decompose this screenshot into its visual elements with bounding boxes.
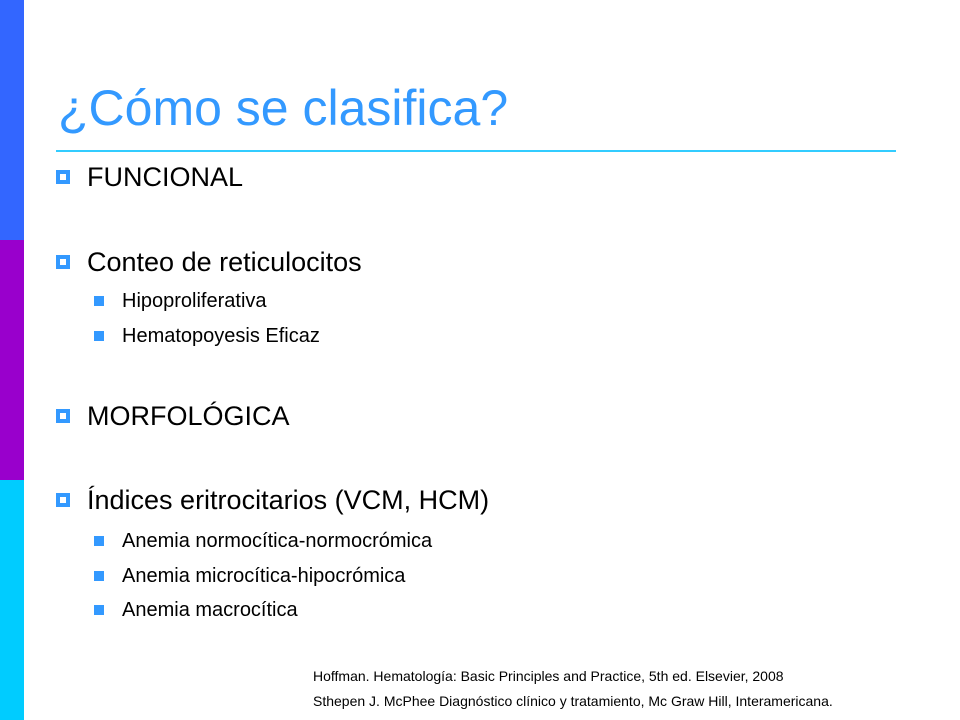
bullet-item-funcional xyxy=(56,160,243,194)
bullet-item-morfologica xyxy=(56,399,290,433)
sub-bullet-item-hipoproliferativa xyxy=(94,288,267,314)
bullet-text: MORFOLÓGICA xyxy=(87,400,290,431)
slide-title: ¿Cómo se clasifica? xyxy=(58,80,509,136)
sub-bullet-text: Anemia microcítica-hipocrómica xyxy=(122,564,406,587)
sub-bullet-text: Hipoproliferativa xyxy=(122,289,267,312)
filled-square-bullet-icon xyxy=(94,605,104,615)
hollow-square-bullet-icon xyxy=(56,255,70,269)
sub-bullet-item-microcitica xyxy=(94,563,405,589)
bullet-item-indices xyxy=(56,483,489,517)
filled-square-bullet-icon xyxy=(94,296,104,306)
hollow-square-bullet-icon xyxy=(56,170,70,184)
sub-bullet-item-macrocitica xyxy=(94,597,298,623)
sub-bullet-item-normocitica xyxy=(94,528,432,554)
sub-bullet-item-hematopoyesis xyxy=(94,323,320,349)
sub-bullet-text: Hematopoyesis Eficaz xyxy=(122,324,320,347)
reference-hoffman: Hoffman. Hematología: Basic Principles and Practice, 5th ed. Elsevier, 2008 xyxy=(313,668,784,684)
filled-square-bullet-icon xyxy=(94,331,104,341)
side-bar-purple xyxy=(0,240,24,480)
bullet-text: Conteo de reticulocitos xyxy=(87,246,362,277)
sub-bullet-text: Anemia macrocítica xyxy=(122,598,298,621)
reference-mcphee: Sthepen J. McPhee Diagnóstico clínico y tratamiento, Mc Graw Hill, Interamericana. xyxy=(313,693,833,709)
bullet-text: Índices eritrocitarios (VCM, HCM) xyxy=(87,484,490,515)
side-bar-blue xyxy=(0,0,24,240)
hollow-square-bullet-icon xyxy=(56,409,70,423)
side-bar-cyan xyxy=(0,480,24,720)
hollow-square-bullet-icon xyxy=(56,493,70,507)
title-underline xyxy=(56,150,896,152)
bullet-item-conteo xyxy=(56,245,362,279)
bullet-text: FUNCIONAL xyxy=(87,161,244,192)
filled-square-bullet-icon xyxy=(94,571,104,581)
filled-square-bullet-icon xyxy=(94,536,104,546)
sub-bullet-text: Anemia normocítica-normocrómica xyxy=(122,529,433,552)
